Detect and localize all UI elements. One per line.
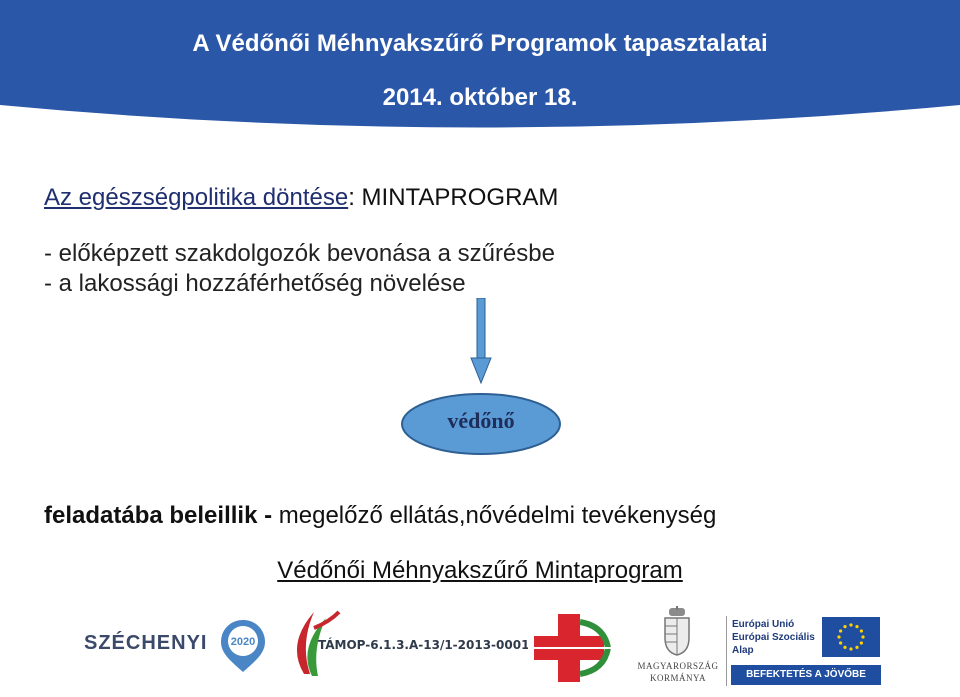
- hungary-crest-icon: [660, 606, 694, 656]
- gov-line-2: KORMÁNYA: [649, 673, 706, 683]
- ellipse-label: védőnő: [447, 408, 515, 433]
- eu-line-2: Európai Szociális: [732, 632, 815, 643]
- heading-suffix: : MINTAPROGRAM: [348, 184, 559, 211]
- szechenyi-2020-badge-icon: [218, 618, 268, 674]
- medical-cross-icon: [528, 612, 618, 684]
- eu-label: [732, 618, 815, 657]
- eu-star-icon: [860, 641, 863, 644]
- szechenyi-logo-text: SZÉCHENYI: [84, 632, 208, 654]
- slide-heading: [44, 184, 558, 212]
- eu-line-1: Európai Unió: [732, 619, 795, 630]
- task-rest: megelőző ellátás,nővédelmi tevékenység: [272, 502, 717, 529]
- eu-star-icon: [839, 641, 842, 644]
- eu-star-icon: [843, 646, 846, 649]
- down-arrow-icon: [470, 298, 492, 384]
- eu-line-3: Alap: [732, 645, 754, 656]
- presentation-title: A Védőnői Méhnyakszűrő Programok tapasztalatai: [192, 30, 768, 57]
- bullet-list: [44, 239, 555, 299]
- tamop-code: TÁMOP-6.1.3.A-13/1-2013-0001: [318, 638, 530, 652]
- presentation-date: 2014. október 18.: [382, 84, 578, 111]
- program-title: Védőnői Méhnyakszűrő Mintaprogram: [277, 557, 683, 584]
- bullet-item: - előképzett szakdolgozók bevonása a szűrésbe: [44, 240, 555, 267]
- eu-star-icon: [839, 629, 842, 632]
- eu-star-icon: [849, 623, 852, 626]
- eu-flag-icon: [822, 617, 880, 657]
- eu-star-icon: [861, 635, 864, 638]
- eu-star-icon: [849, 647, 852, 650]
- header-banner: [0, 0, 960, 135]
- eu-star-icon: [860, 629, 863, 632]
- gov-line-1: MAGYARORSZÁG: [637, 661, 719, 671]
- government-label: [636, 660, 720, 684]
- eu-star-icon: [837, 635, 840, 638]
- task-line: [44, 502, 716, 530]
- eu-star-icon: [843, 625, 846, 628]
- heading-highlight: Az egészségpolitika döntése: [44, 184, 349, 211]
- bullet-item: - a lakossági hozzáférhetőség növelése: [44, 270, 466, 297]
- task-bold: feladatába beleillik -: [44, 502, 273, 529]
- eu-banner: BEFEKTETÉS A JÖVŐBE: [731, 665, 881, 685]
- eu-star-icon: [855, 646, 858, 649]
- eu-star-icon: [855, 625, 858, 628]
- badge-year: 2020: [230, 636, 256, 648]
